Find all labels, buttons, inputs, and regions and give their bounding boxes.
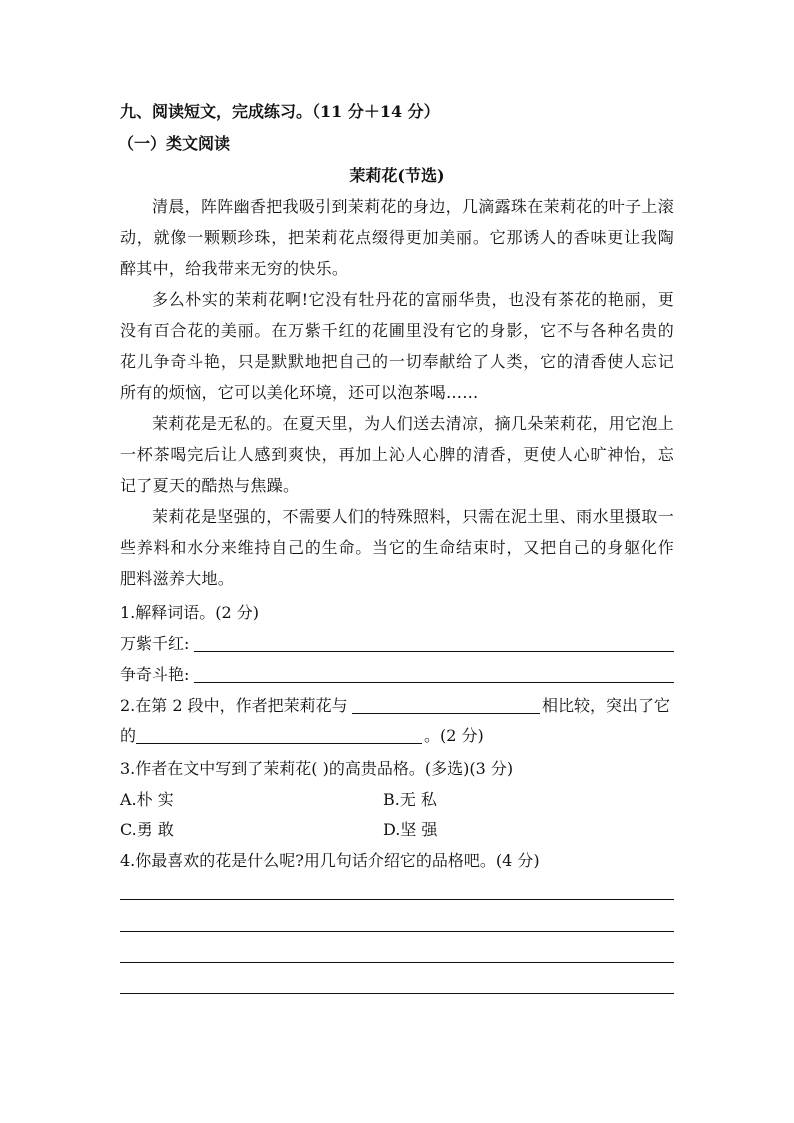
section-heading: 九、阅读短文，完成练习。（11 分＋14 分）: [120, 102, 440, 121]
question-4-answer-line-4[interactable]: [120, 993, 674, 994]
question-4-answer-line-2[interactable]: [120, 931, 674, 932]
question-3-option-d[interactable]: D.坚 强: [383, 820, 438, 839]
question-4-answer-line-1[interactable]: [120, 899, 674, 900]
question-3-option-b[interactable]: B.无 私: [383, 790, 437, 809]
question-2-text-part-2: 相比较，突出了它: [542, 696, 671, 715]
question-1-term-1: 万紫千红:: [120, 634, 190, 653]
question-1-answer-line-1[interactable]: [194, 651, 674, 652]
question-4-answer-line-3[interactable]: [120, 962, 674, 963]
question-4-prompt: 4.你最喜欢的花是什么呢?用几句话介绍它的品格吧。(4 分): [120, 851, 540, 870]
question-3-option-a[interactable]: A.朴 实: [120, 790, 174, 809]
passage-paragraph-1: 清晨，阵阵幽香把我吸引到茉莉花的身边，几滴露珠在茉莉花的叶子上滚动，就像一颗颗珍珠，把茉莉花点缀得更加美丽。它那诱人的香味更让我陶醉其中，给我带来无穷的快乐。: [120, 197, 674, 278]
question-2-text-part-4: 。(2 分): [424, 726, 484, 745]
passage-paragraph-2: 多么朴实的茉莉花啊!它没有牡丹花的富丽华贵，也没有茶花的艳丽，更没有百合花的美丽。在万紫千红的花圃里没有它的身影，它不与各种名贵的花儿争奇斗艳，只是默默地把自己的一切奉献给了人类，它的清香使人忘记所有的烦恼，它可以美化环境，还可以泡茶喝……: [120, 290, 674, 402]
section-subheading: （一）类文阅读: [118, 134, 231, 153]
question-2-text-part-3: 的: [120, 726, 137, 745]
question-3-prompt: 3.作者在文中写到了茉莉花( )的高贵品格。(多选)(3 分): [120, 759, 514, 778]
passage-paragraph-3: 茉莉花是无私的。在夏天里，为人们送去清凉，摘几朵茉莉花，用它泡上一杯茶喝完后让人感到爽快，再加上沁人心脾的清香，更使人心旷神怡，忘记了夏天的酷热与焦躁。: [120, 414, 674, 495]
question-1-term-2: 争奇斗艳:: [120, 665, 190, 684]
passage-paragraph-4: 茉莉花是坚强的，不需要人们的特殊照料，只需在泥土里、雨水里摄取一些养料和水分来维持自己的生命。当它的生命结束时，又把自己的身躯化作肥料滋养大地。: [120, 507, 674, 588]
question-3-option-c[interactable]: C.勇 敢: [120, 820, 174, 839]
question-2-blank-1[interactable]: [352, 713, 540, 714]
passage-title: 茉莉花(节选): [349, 166, 445, 185]
question-2-text-part-1: 2.在第 2 段中，作者把茉莉花与: [120, 696, 348, 715]
question-1-answer-line-2[interactable]: [194, 682, 674, 683]
question-1-prompt: 1.解释词语。(2 分): [120, 603, 260, 622]
question-2-blank-2[interactable]: [136, 743, 422, 744]
